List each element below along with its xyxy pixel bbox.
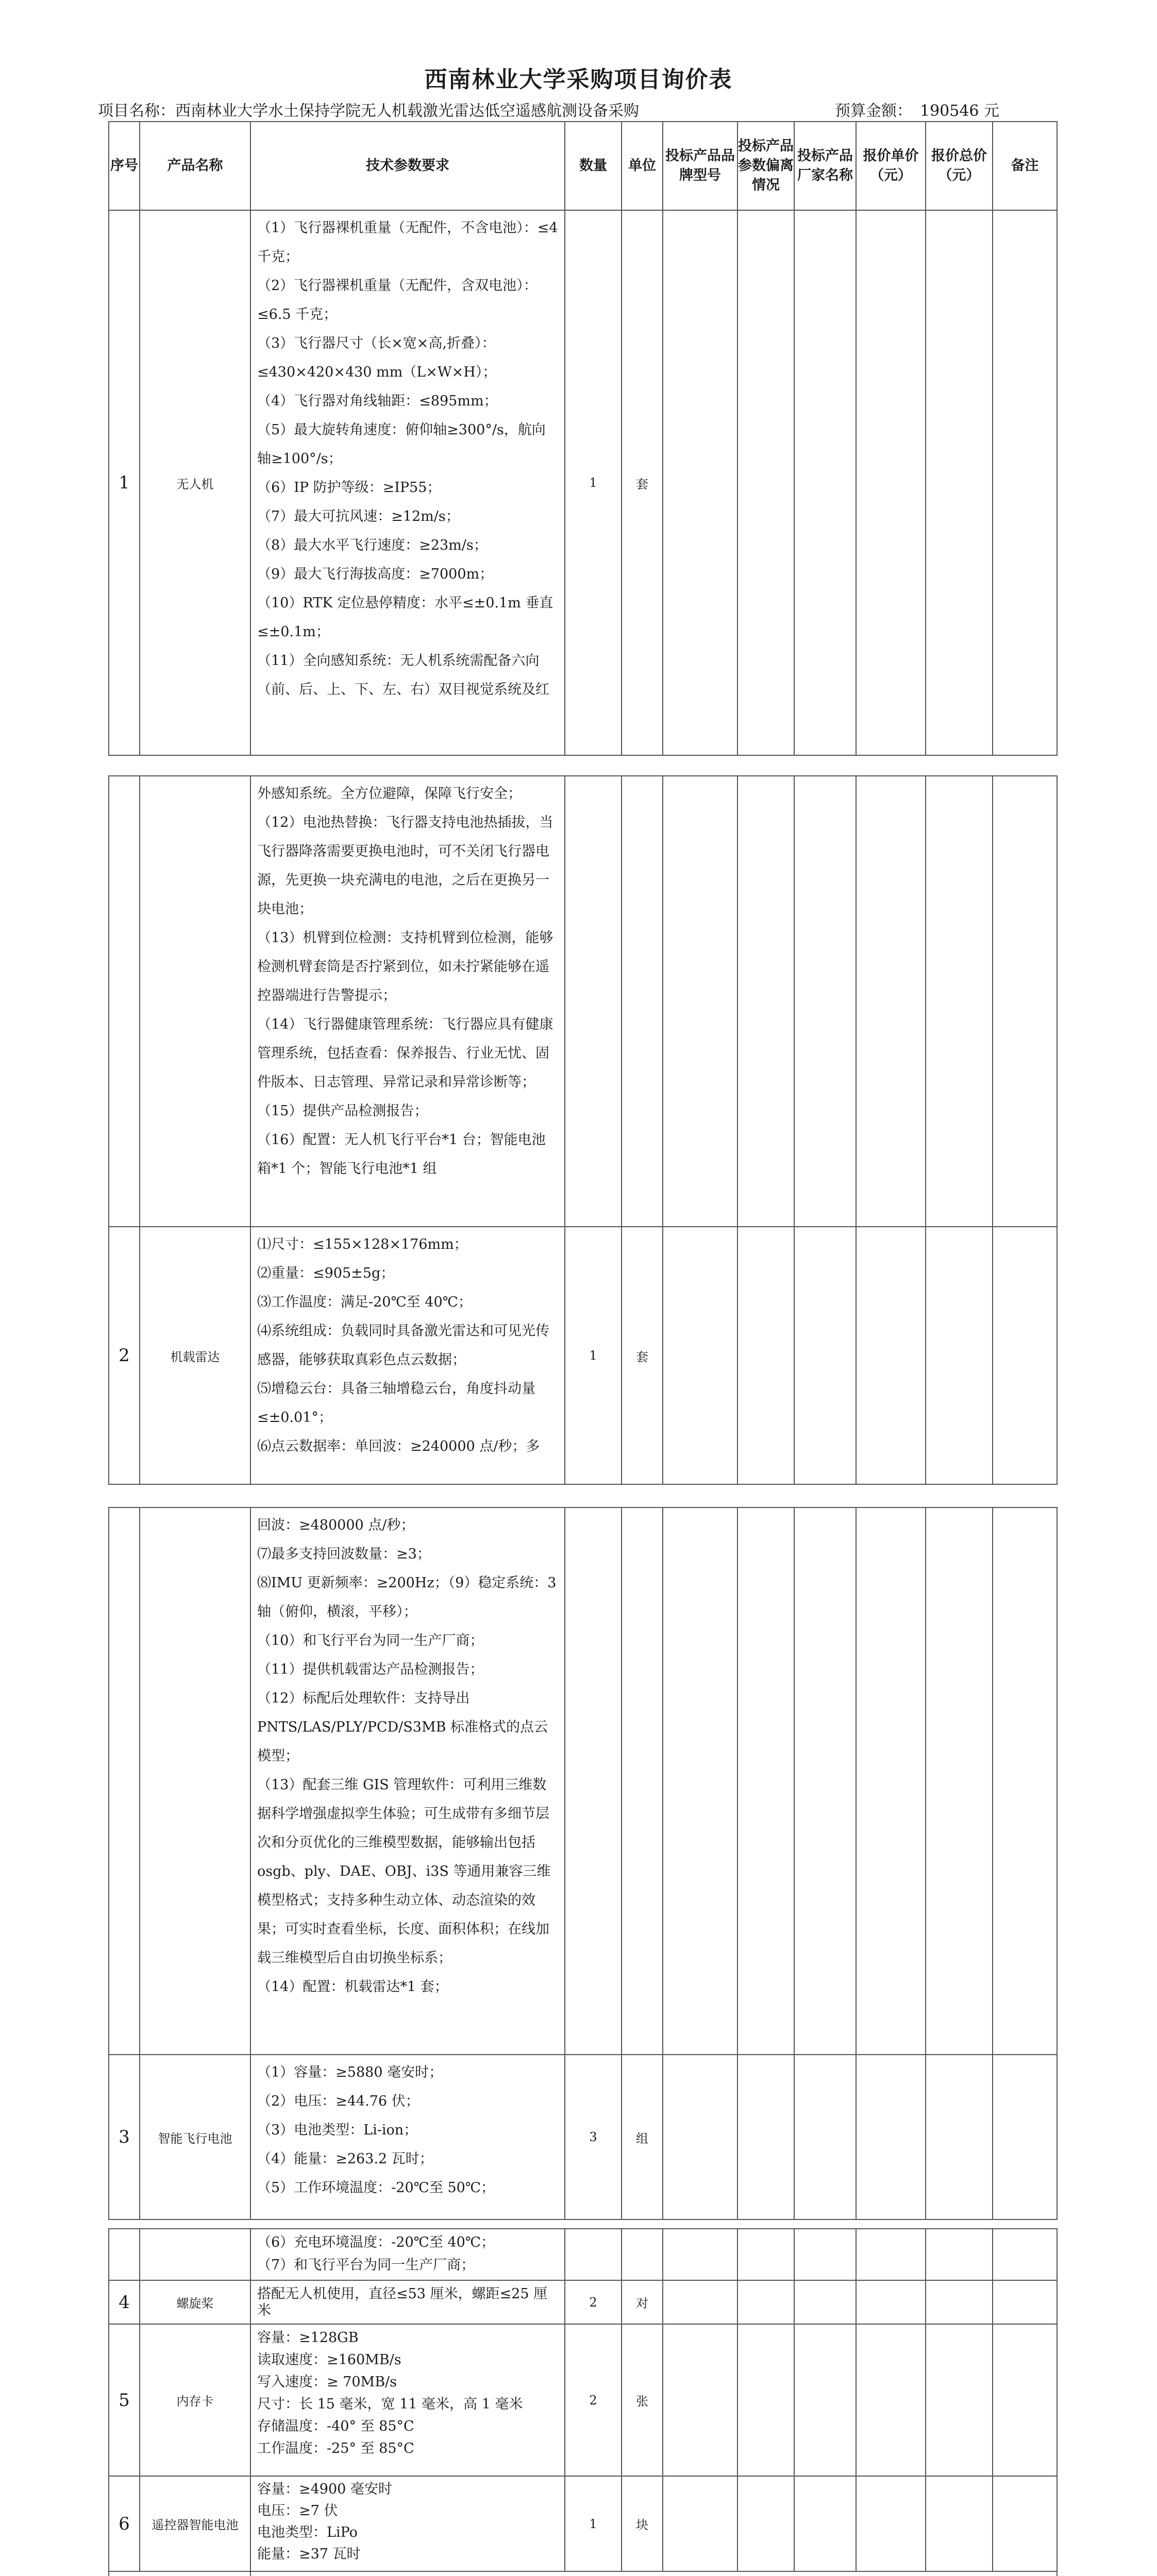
req-line: （10）RTK 定位悬停精度：水平≤±0.1m 垂直≤±0.1m； — [257, 595, 554, 640]
item-6-deviation-cell[interactable] — [737, 2476, 794, 2571]
item-2-requirements-cont — [250, 1507, 565, 2055]
item-6-maker-cell[interactable] — [794, 2476, 856, 2571]
table-row-item-1-cont — [109, 776, 1057, 1227]
item-1-brand-cell[interactable] — [663, 210, 737, 755]
item-1-price-cell[interactable] — [856, 210, 926, 755]
item-6-price-cell[interactable] — [856, 2476, 926, 2571]
project-name: 西南林业大学水土保持学院无人机载激光雷达低空遥感航测设备采购 — [175, 102, 639, 120]
req-line: （16）配置：无人机飞行平台*1 台；智能电池箱*1 个；智能飞行电池*1 组 — [257, 1132, 546, 1177]
table-row-item-6 — [109, 2476, 1057, 2571]
req-line: ⑸增稳云台：具备三轴增稳云台，角度抖动量≤±0.01°； — [257, 1381, 535, 1426]
req-line: （15）提供产品检测报告； — [257, 1103, 428, 1119]
req-line: （14）配置：机载雷达*1 套； — [257, 1979, 448, 1995]
item-3-brand-cell[interactable] — [663, 2055, 737, 2219]
item-2-qty: 1 — [565, 1227, 622, 1484]
req-line: （14）飞行器健康管理系统：飞行器应具有健康管理系统，包括查看：保养报告、行业无忧、固件版本、日志管理、异常记录和异常诊断等； — [257, 1016, 554, 1090]
item-4-maker-cell[interactable] — [794, 2280, 856, 2324]
item-5-no: 5 — [109, 2324, 140, 2476]
item-2-maker-cell[interactable] — [794, 1507, 856, 2055]
item-3-note-cell[interactable] — [993, 2229, 1057, 2280]
table-row-item-2-cont — [109, 1507, 1057, 2055]
item-4-qty: 2 — [565, 2280, 622, 2324]
item-5-deviation-cell[interactable] — [737, 2324, 794, 2476]
item-5-note-cell[interactable] — [993, 2324, 1057, 2476]
req-line: （3）电池类型：Li-ion； — [257, 2122, 418, 2138]
item-2-note-cell[interactable] — [993, 1507, 1057, 2055]
table-row-item-2 — [109, 1227, 1057, 1484]
header-price: 报价单价（元） — [856, 122, 926, 210]
req-line: （9）最大飞行海拔高度：≥7000m； — [257, 566, 494, 582]
item-1-qty: 1 — [565, 210, 622, 755]
quote-table-part-3 — [108, 1507, 1058, 2220]
item-2-name: 机载雷达 — [140, 1227, 250, 1484]
req-line: 能量：≥37 瓦时 — [257, 2546, 361, 2562]
header-total: 报价总价（元） — [926, 122, 993, 210]
item-1-deviation-cell[interactable] — [737, 776, 794, 1227]
header-row — [109, 122, 1057, 210]
item-2-maker-cell[interactable] — [794, 1227, 856, 1484]
header-note: 备注 — [993, 122, 1057, 210]
req-line: 电池类型：LiPo — [257, 2524, 358, 2540]
item-1-brand-cell[interactable] — [663, 776, 737, 1227]
item-2-total-cell[interactable] — [926, 1227, 993, 1484]
item-3-name: 智能飞行电池 — [140, 2055, 250, 2219]
req-line: ⑴尺寸：≤155×128×176mm； — [257, 1236, 468, 1252]
item-1-no: 1 — [109, 210, 140, 755]
item-1-total-cell[interactable] — [926, 210, 993, 755]
quote-table-part-2 — [108, 775, 1058, 1485]
req-line: （7）和飞行平台为同一生产厂商； — [257, 2257, 475, 2273]
req-line: 回波：≥480000 点/秒； — [257, 1517, 415, 1533]
budget-label: 预算金额： — [835, 102, 904, 120]
req-line: ⑷系统组成：负载同时具备激光雷达和可见光传感器，能够获取真彩色点云数据； — [257, 1323, 549, 1368]
page-title: 西南林业大学采购项目询价表 — [424, 66, 733, 93]
req-line: 存储温度：-40° 至 85°C — [257, 2418, 414, 2434]
req-line: ⑺最多支持回波数量：≥3； — [257, 1546, 431, 1562]
req-line: （1）容量：≥5880 毫安时； — [257, 2064, 443, 2080]
item-3-requirements — [250, 2055, 565, 2219]
item-6-qty: 1 — [565, 2476, 622, 2571]
header-unit: 单位 — [622, 122, 663, 210]
item-5-price-cell[interactable] — [856, 2324, 926, 2476]
header-brand: 投标产品品牌型号 — [663, 122, 737, 210]
req-line: ⑶工作温度：满足-20℃至 40℃； — [257, 1294, 472, 1310]
item-6-no: 6 — [109, 2476, 140, 2571]
req-line: （6）充电环境温度：-20℃至 40℃； — [257, 2234, 495, 2250]
table-row-item-1 — [109, 210, 1057, 755]
req-line: （3）飞行器尺寸（长×宽×高,折叠）：≤430×420×430 mm（L×W×H）； — [257, 335, 497, 380]
item-6-note-cell[interactable] — [993, 2476, 1057, 2571]
item-5-maker-cell[interactable] — [794, 2324, 856, 2476]
item-2-no: 2 — [109, 1227, 140, 1484]
project-label: 项目名称： — [98, 102, 175, 120]
item-2-price-cell[interactable] — [856, 1507, 926, 2055]
item-6-unit: 块 — [622, 2476, 663, 2571]
project-info — [98, 98, 639, 121]
item-3-note-cell[interactable] — [993, 2055, 1057, 2219]
item-1-total-cell[interactable] — [926, 776, 993, 1227]
item-6-requirements — [250, 2476, 565, 2571]
req-line: （8）最大水平飞行速度：≥23m/s； — [257, 537, 488, 553]
item-3-qty: 3 — [565, 2055, 622, 2219]
item-4-note-cell[interactable] — [993, 2280, 1057, 2324]
delivery-label — [109, 2571, 250, 2576]
budget-value: 190546 元 — [920, 102, 1000, 120]
table-row-item-4 — [109, 2280, 1057, 2324]
item-3-requirements-cont — [250, 2229, 565, 2280]
item-5-unit: 张 — [622, 2324, 663, 2476]
item-2-brand-cell[interactable] — [663, 1227, 737, 1484]
req-line: （2）飞行器裸机重量（无配件，含双电池）：≤6.5 千克； — [257, 278, 538, 323]
req-line: ⑻IMU 更新频率：≥200Hz；（9）稳定系统：3 轴（俯仰，横滚，平移）； — [257, 1575, 561, 1620]
item-4-name: 螺旋桨 — [140, 2280, 250, 2324]
item-5-qty: 2 — [565, 2324, 622, 2476]
item-1-note-cell[interactable] — [993, 210, 1057, 755]
req-line: 工作温度：-25° 至 85°C — [257, 2441, 414, 2456]
req-line: 写入速度：≥ 70MB/s — [257, 2374, 397, 2390]
item-4-total-cell[interactable] — [926, 2280, 993, 2324]
item-1-name: 无人机 — [140, 210, 250, 755]
req-line: 搭配无人机使用，直径≤53 厘米，螺距≤25 厘米 — [257, 2285, 548, 2318]
item-4-unit: 对 — [622, 2280, 663, 2324]
header-seq: 序号 — [109, 122, 140, 210]
item-5-requirements — [250, 2324, 565, 2476]
item-2-unit: 套 — [622, 1227, 663, 1484]
item-5-total-cell[interactable] — [926, 2324, 993, 2476]
req-line: （5）最大旋转角速度：俯仰轴≥300°/s，航向轴≥100°/s； — [257, 422, 546, 467]
item-6-brand-cell[interactable] — [663, 2476, 737, 2571]
item-4-brand-cell[interactable] — [663, 2280, 737, 2324]
item-3-unit: 组 — [622, 2055, 663, 2219]
item-6-name: 遥控器智能电池 — [140, 2476, 250, 2571]
req-line: （7）最大可抗风速：≥12m/s； — [257, 509, 460, 524]
item-3-price-cell[interactable] — [856, 2055, 926, 2219]
header-req: 技术参数要求 — [250, 122, 565, 210]
table-row-item-5 — [109, 2324, 1057, 2476]
item-1-price-cell[interactable] — [856, 776, 926, 1227]
item-4-no: 4 — [109, 2280, 140, 2324]
req-line: （5）工作环境温度：-20℃至 50℃； — [257, 2180, 495, 2196]
item-2-brand-cell[interactable] — [663, 1507, 737, 2055]
item-2-price-cell[interactable] — [856, 1227, 926, 1484]
req-line: 容量：≥128GB — [257, 2330, 359, 2346]
item-2-deviation-cell[interactable] — [737, 1227, 794, 1484]
req-line: （1）飞行器裸机重量（无配件，不含电池）：≤4 千克； — [257, 220, 563, 265]
item-1-note-cell[interactable] — [993, 776, 1057, 1227]
req-line: ⑵重量：≤905±5g； — [257, 1265, 395, 1281]
item-3-deviation-cell[interactable] — [737, 2229, 794, 2280]
item-5-brand-cell[interactable] — [663, 2324, 737, 2476]
req-line: （10）和飞行平台为同一生产厂商； — [257, 1633, 484, 1649]
req-line: （2）电压：≥44.76 伏； — [257, 2093, 420, 2109]
quote-table-part-1 — [108, 121, 1058, 756]
item-1-unit: 套 — [622, 210, 663, 755]
item-1-requirements-cont — [250, 776, 565, 1227]
item-6-total-cell[interactable] — [926, 2476, 993, 2571]
item-1-maker-cell[interactable] — [794, 776, 856, 1227]
req-line: （12）标配后处理软件：支持导出 PNTS/LAS/PLY/PCD/S3MB 标准格式的点云模型； — [257, 1690, 548, 1764]
req-line: （6）IP 防护等级：≥IP55； — [257, 480, 441, 496]
quote-table-part-4 — [108, 2228, 1058, 2576]
table-row-item-3-cont — [109, 2229, 1057, 2280]
req-line: （11）全向感知系统：无人机系统需配备六向（前、后、上、下、左、右）双目视觉系统及红 — [257, 653, 549, 698]
budget-info — [835, 98, 999, 121]
item-3-brand-cell[interactable] — [663, 2229, 737, 2280]
item-4-requirements — [250, 2280, 565, 2324]
delivery-text — [250, 2571, 1057, 2576]
delivery-row — [109, 2571, 1057, 2576]
req-line: ⑹点云数据率：单回波：≥240000 点/秒；多 — [257, 1438, 540, 1454]
item-2-deviation-cell[interactable] — [737, 1507, 794, 2055]
item-3-maker-cell[interactable] — [794, 2229, 856, 2280]
item-4-deviation-cell[interactable] — [737, 2280, 794, 2324]
item-1-maker-cell[interactable] — [794, 210, 856, 755]
req-line: （4）能量：≥263.2 瓦时； — [257, 2151, 433, 2167]
req-line: （12）电池热替换：飞行器支持电池热插拔，当飞行器降落需要更换电池时，可不关闭飞行器电源，先更换一块充满电的电池，之后在更换另一块电池； — [257, 815, 554, 917]
item-2-requirements — [250, 1227, 565, 1484]
req-line: （13）配套三维 GIS 管理软件：可利用三维数据科学增强虚拟孪生体验；可生成带有多细节层次和分页优化的三维模型数据，能够输出包括 osgb、ply、DAE、OBJ、i3S 等通用兼容三维模型格式；支持多种生动立体、动态渲染的效果；可实时查看坐标，长度、面积体积；在线加载三维模型后自由切换坐标系； — [257, 1777, 551, 1966]
header-qty: 数量 — [565, 122, 622, 210]
item-3-price-cell[interactable] — [856, 2229, 926, 2280]
item-3-no: 3 — [109, 2055, 140, 2219]
req-line: 电压：≥7 伏 — [257, 2503, 338, 2519]
header-name: 产品名称 — [140, 122, 250, 210]
item-1-requirements — [250, 210, 565, 755]
item-3-total-cell[interactable] — [926, 2055, 993, 2219]
req-line: （13）机臂到位检测：支持机臂到位检测，能够检测机臂套筒是否拧紧到位，如未拧紧能够在遥控器端进行告警提示； — [257, 930, 554, 1004]
req-line: 读取速度：≥160MB/s — [257, 2352, 401, 2368]
item-3-deviation-cell[interactable] — [737, 2055, 794, 2219]
item-2-note-cell[interactable] — [993, 1227, 1057, 1484]
item-3-maker-cell[interactable] — [794, 2055, 856, 2219]
header-maker: 投标产品厂家名称 — [794, 122, 856, 210]
req-line: 容量：≥4900 毫安时 — [257, 2481, 392, 2497]
req-line: （4）飞行器对角线轴距：≤895mm； — [257, 393, 498, 409]
item-5-name: 内存卡 — [140, 2324, 250, 2476]
item-3-total-cell[interactable] — [926, 2229, 993, 2280]
item-4-price-cell[interactable] — [856, 2280, 926, 2324]
req-line: （11）提供机载雷达产品检测报告； — [257, 1662, 484, 1677]
req-line: 尺寸：长 15 毫米，宽 11 毫米，高 1 毫米 — [257, 2396, 523, 2412]
req-line: 外感知系统。全方位避障，保障飞行安全； — [257, 786, 522, 802]
item-2-total-cell[interactable] — [926, 1507, 993, 2055]
item-1-deviation-cell[interactable] — [737, 210, 794, 755]
table-row-item-3 — [109, 2055, 1057, 2219]
header-deviation: 投标产品参数偏离情况 — [737, 122, 794, 210]
